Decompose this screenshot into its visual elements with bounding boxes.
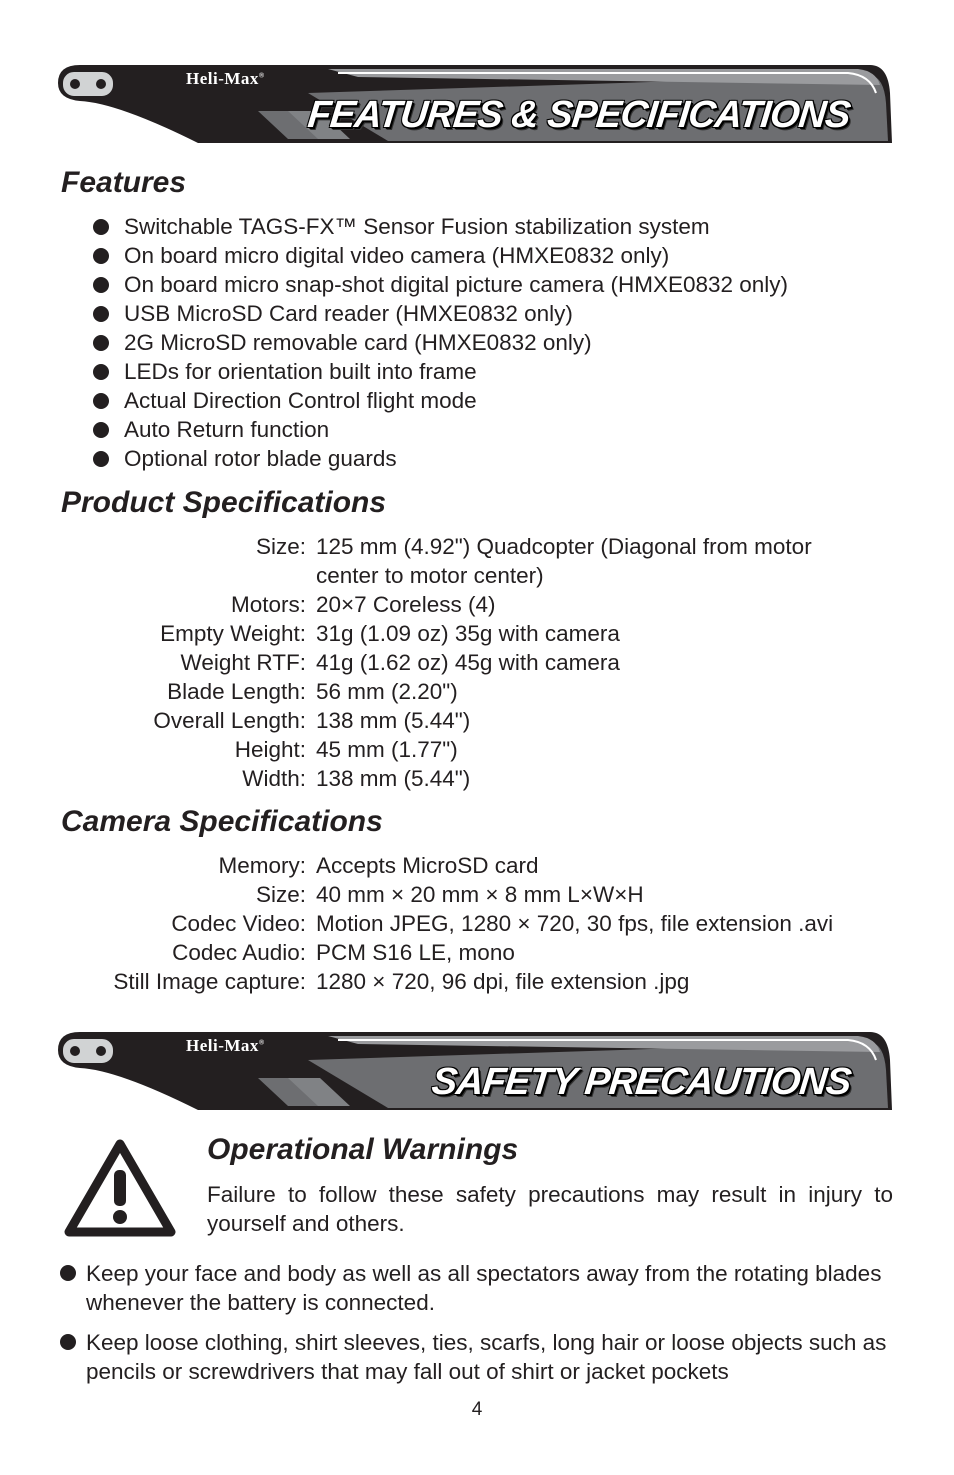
spec-value: 40 mm × 20 mm × 8 mm L×W×H	[316, 882, 644, 907]
product-specs-table	[0, 532, 954, 793]
spec-value: 125 mm (4.92") Quadcopter (Diagonal from motor	[316, 534, 812, 559]
bullet-dot	[93, 335, 109, 351]
spec-label: Weight RTF:	[180, 650, 306, 675]
warning-triangle-icon	[63, 1138, 177, 1238]
heli-max-logo: Heli-Max®	[186, 69, 265, 88]
spec-value: center to motor center)	[316, 563, 544, 588]
spec-value: 1280 × 720, 96 dpi, file extension .jpg	[316, 969, 690, 994]
bullet-dot	[93, 306, 109, 322]
features-heading: Features	[61, 166, 187, 199]
bullet-dot	[93, 393, 109, 409]
feature-text: Switchable TAGS-FX™ Sensor Fusion stabilization system	[124, 214, 710, 239]
spec-label: Size:	[255, 534, 306, 559]
spec-label: Memory:	[218, 853, 306, 878]
spec-row	[0, 677, 954, 706]
spec-row	[0, 619, 954, 648]
feature-item	[92, 357, 788, 386]
spec-label: Codec Audio:	[172, 940, 306, 965]
product-specs-heading: Product Specifications	[61, 486, 387, 519]
spec-row	[0, 735, 954, 764]
bullet-dot	[93, 248, 109, 264]
safety-bullet-text: Keep loose clothing, shirt sleeves, ties, scarfs, long hair or loose objects such as pencils or screwdrivers that may fall out of shirt or jacket pockets	[86, 1330, 887, 1384]
spec-value: 138 mm (5.44")	[316, 766, 471, 791]
spec-row	[0, 706, 954, 735]
bullet-dot	[93, 277, 109, 293]
bullet-dot	[93, 364, 109, 380]
spec-row	[0, 967, 954, 996]
safety-banner	[58, 1030, 894, 1112]
banner-title: SAFETY PRECAUTIONS	[429, 1061, 853, 1103]
bullet-dot	[60, 1334, 76, 1350]
spec-label: Motors:	[230, 592, 306, 617]
spec-value: PCM S16 LE, mono	[316, 940, 515, 965]
spec-label: Overall Length:	[153, 708, 306, 733]
spec-label: Blade Length:	[167, 679, 306, 704]
feature-item	[92, 212, 788, 241]
spec-label: Height:	[234, 737, 306, 762]
spec-row	[0, 880, 954, 909]
feature-text: Auto Return function	[124, 417, 330, 442]
feature-item	[92, 386, 788, 415]
features-banner	[58, 63, 894, 145]
spec-value: 20×7 Coreless (4)	[316, 592, 496, 617]
spec-row	[0, 648, 954, 677]
safety-bullet	[86, 1328, 894, 1386]
spec-row	[0, 909, 954, 938]
spec-label: Size:	[255, 882, 306, 907]
operational-warnings-intro: Failure to follow these safety precautions may result in injury to yourself and others.	[207, 1182, 893, 1236]
spec-value: 41g (1.62 oz) 45g with camera	[316, 650, 620, 675]
feature-text: Optional rotor blade guards	[124, 446, 397, 471]
spec-value: 138 mm (5.44")	[316, 708, 471, 733]
spec-label: Codec Video:	[171, 911, 306, 936]
camera-specs-table	[0, 851, 954, 996]
heli-max-logo: Heli-Max®	[186, 1036, 265, 1055]
feature-item	[92, 270, 788, 299]
spec-row	[0, 561, 954, 590]
bullet-dot	[93, 422, 109, 438]
bullet-dot	[93, 219, 109, 235]
spec-value: Accepts MicroSD card	[316, 853, 539, 878]
spec-row	[0, 764, 954, 793]
feature-text: Actual Direction Control flight mode	[124, 388, 477, 413]
bullet-dot	[60, 1265, 76, 1281]
spec-label: Width:	[242, 766, 306, 791]
banner-title: FEATURES & SPECIFICATIONS	[306, 94, 853, 136]
spec-value: 45 mm (1.77")	[316, 737, 458, 762]
spec-label: Still Image capture:	[113, 969, 306, 994]
feature-item	[92, 299, 788, 328]
bullet-dot	[93, 451, 109, 467]
feature-text: On board micro digital video camera (HMXE0832 only)	[124, 243, 670, 268]
spec-value: 31g (1.09 oz) 35g with camera	[316, 621, 620, 646]
spec-row	[0, 938, 954, 967]
feature-text: 2G MicroSD removable card (HMXE0832 only)	[124, 330, 592, 355]
feature-text: USB MicroSD Card reader (HMXE0832 only)	[124, 301, 573, 326]
safety-bullet-text: Keep your face and body as well as all spectators away from the rotating blades whenever the battery is connected.	[86, 1261, 882, 1315]
spec-row	[0, 532, 954, 561]
spec-value: 56 mm (2.20")	[316, 679, 458, 704]
spec-value: Motion JPEG, 1280 × 720, 30 fps, file extension .avi	[316, 911, 834, 936]
feature-item	[92, 444, 788, 473]
features-list	[92, 212, 788, 473]
feature-text: On board micro snap-shot digital picture camera (HMXE0832 only)	[124, 272, 789, 297]
feature-item	[92, 241, 788, 270]
feature-item	[92, 328, 788, 357]
operational-warnings-heading: Operational Warnings	[207, 1133, 519, 1166]
spec-row	[0, 851, 954, 880]
safety-bullet	[86, 1259, 894, 1317]
page-number: 4	[471, 1399, 483, 1420]
spec-row	[0, 590, 954, 619]
feature-text: LEDs for orientation built into frame	[124, 359, 477, 384]
camera-specs-heading: Camera Specifications	[61, 805, 383, 838]
spec-label: Empty Weight:	[160, 621, 306, 646]
feature-item	[92, 415, 788, 444]
